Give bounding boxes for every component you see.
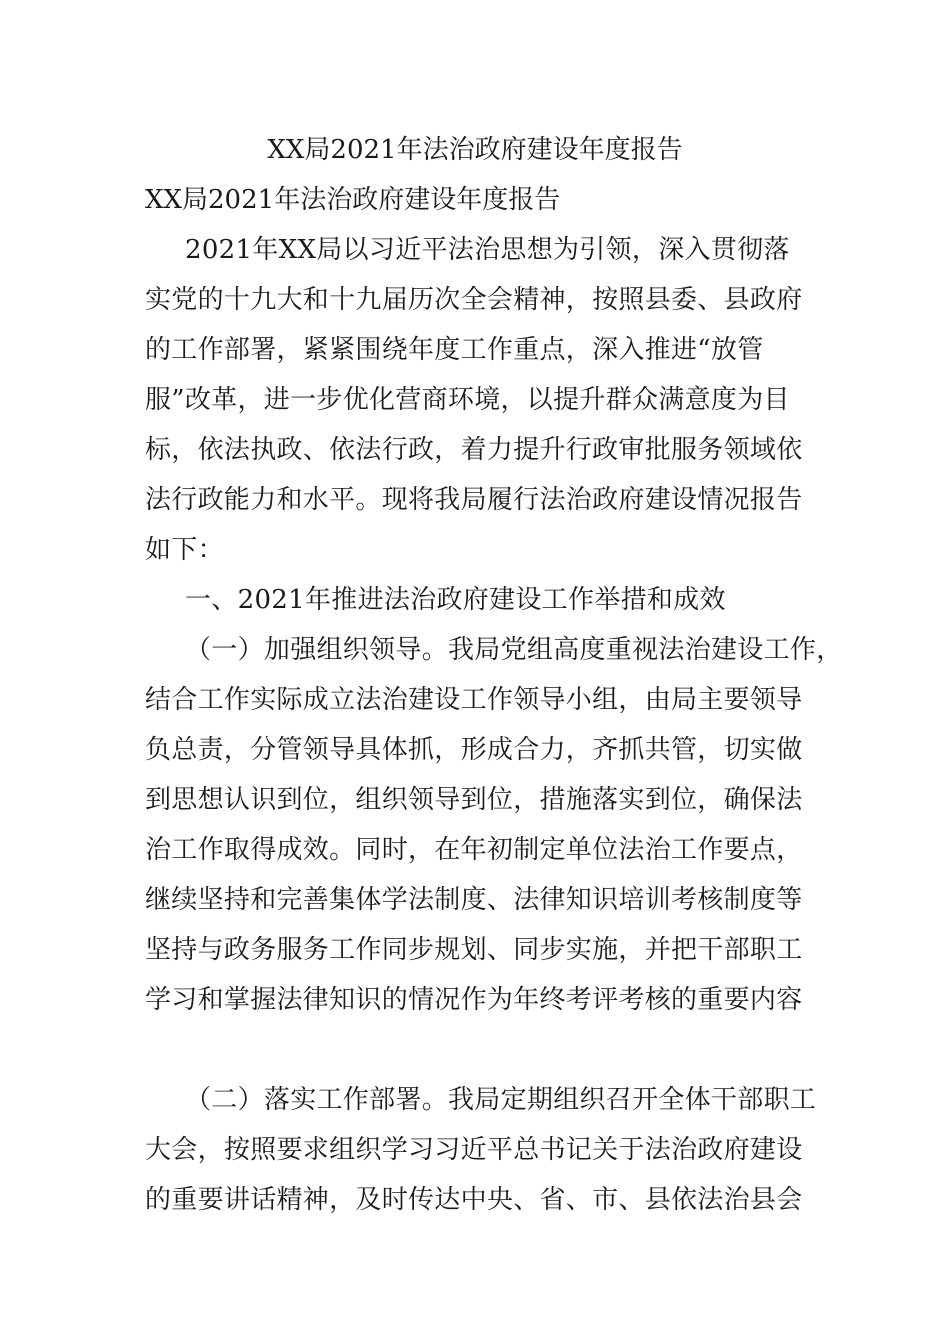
body-line: 如下： [145, 535, 224, 565]
body-line: 负总责，分管领导具体抓，形成合力，齐抓共管，切实做 [145, 735, 803, 765]
section-heading: 一、2021年推进法治政府建设工作举措和成效 [185, 585, 726, 615]
body-line: 继续坚持和完善集体学法制度、法律知识培训考核制度等 [145, 885, 803, 915]
body-line: 到思想认识到位，组织领导到位，措施落实到位，确保法 [145, 785, 803, 815]
body-line: 大会，按照要求组织学习习近平总书记关于法治政府建设 [145, 1135, 803, 1165]
body-line: 2021年XX局以习近平法治思想为引领，深入贯彻落 [185, 235, 790, 265]
document-subtitle: XX局2021年法治政府建设年度报告 [145, 185, 561, 215]
body-line: 学习和掌握法律知识的情况作为年终考评考核的重要内容 [145, 985, 803, 1015]
body-line: （二）落实工作部署。我局定期组织召开全体干部职工 [185, 1085, 817, 1115]
body-line: 治工作取得成效。同时，在年初制定单位法治工作要点， [145, 835, 803, 865]
body-line: 坚持与政务服务工作同步规划、同步实施，并把干部职工 [145, 935, 803, 965]
body-line: 的工作部署，紧紧围绕年度工作重点，深入推进“放管 [145, 335, 764, 365]
body-line: 服”改革，进一步优化营商环境，以提升群众满意度为目 [145, 385, 790, 415]
body-line: 结合工作实际成立法治建设工作领导小组，由局主要领导 [145, 685, 803, 715]
body-line: 实党的十九大和十九届历次全会精神，按照县委、县政府 [145, 285, 803, 315]
body-line: 的重要讲话精神，及时传达中央、省、市、县依法治县会 [145, 1185, 803, 1215]
body-line: 标，依法执政、依法行政，着力提升行政审批服务领域依 [145, 435, 803, 465]
body-line: 法行政能力和水平。现将我局履行法治政府建设情况报告 [145, 485, 803, 515]
document-title: XX局2021年法治政府建设年度报告 [267, 135, 683, 165]
body-line: （一）加强组织领导。我局党组高度重视法治建设工作， [185, 635, 843, 665]
